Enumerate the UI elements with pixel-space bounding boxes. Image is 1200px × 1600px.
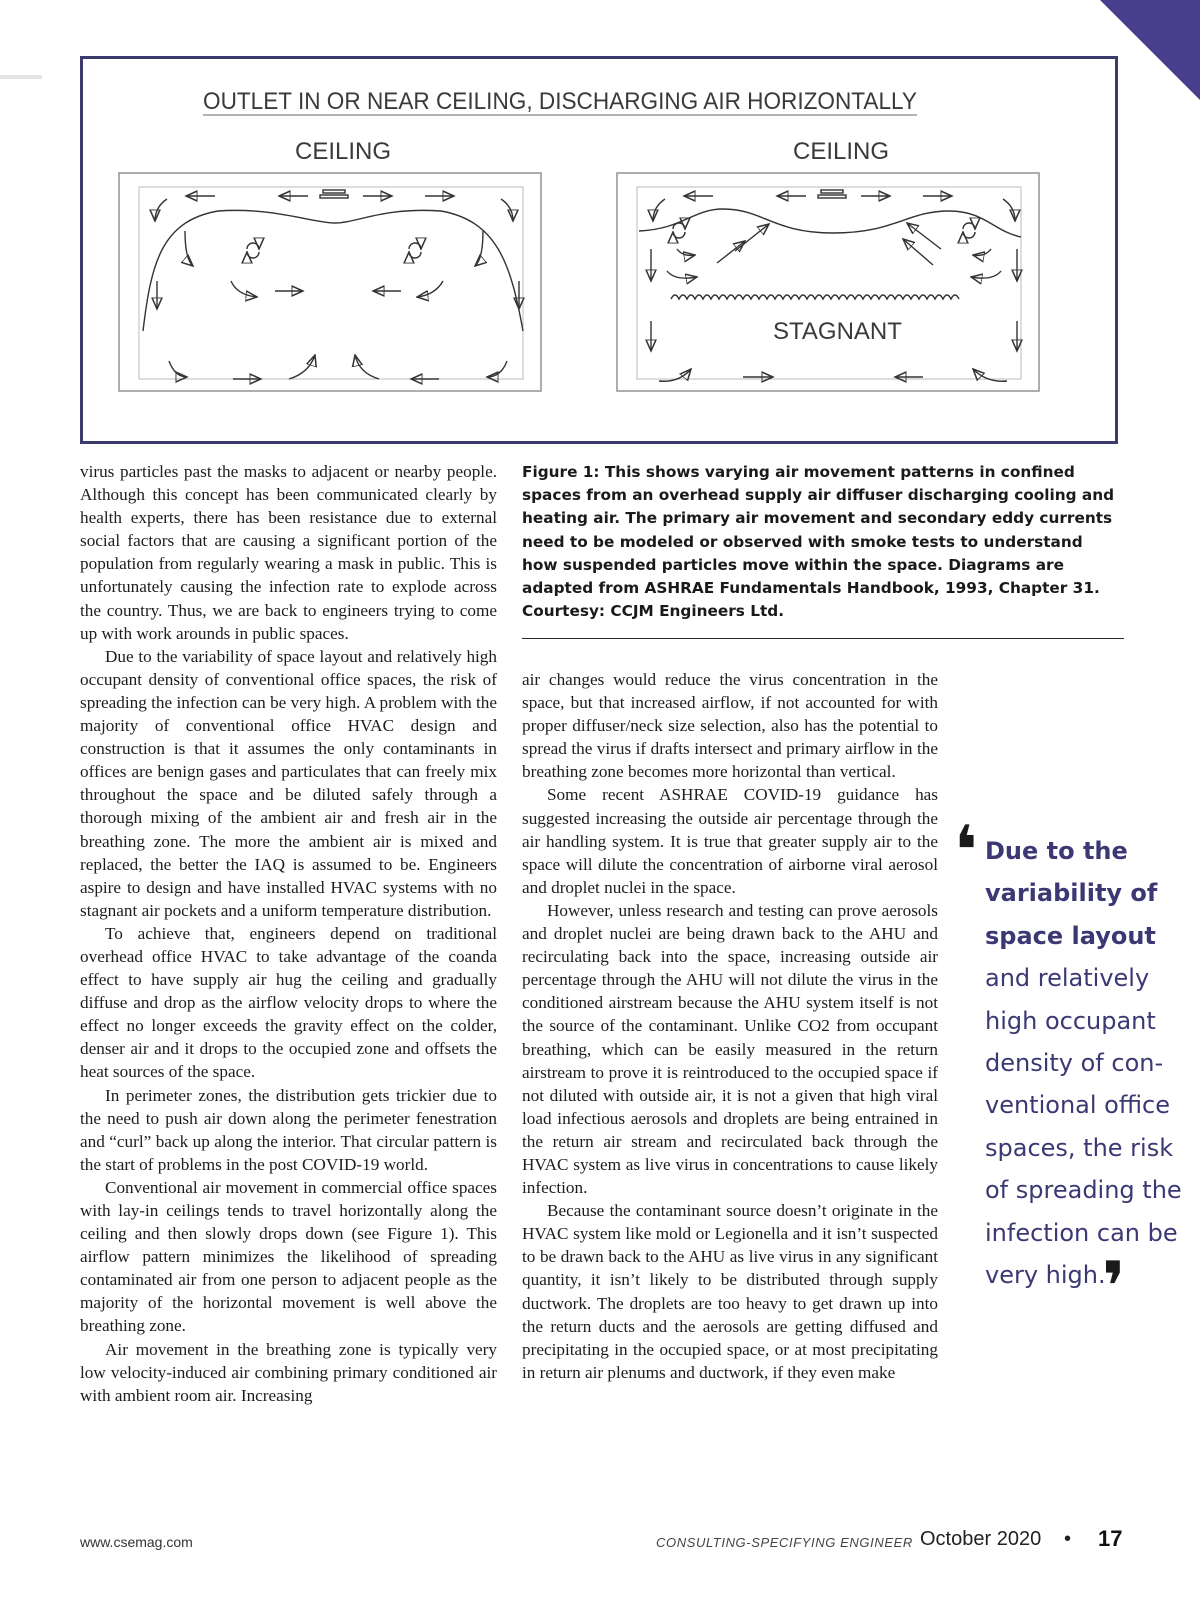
col1-paragraph: Due to the variability of space layout and relatively high occupant density of conventional office spaces, the risk of spreading the infection can be very high. A problem with the majority of conventional office HVAC design and construction is that it assumes the only contaminants in offices are benign gases and particulates that can freely mix throughout the space and be diluted safely through a thorough mixing of the ambient air and fresh air in the breathing zone. The more the ambient air is mixed and replaced, the better the IAQ is assumed to be. Engineers aspire to design and have installed HVAC systems with no stagnant air pockets and a uniform temperature distribution. [80, 646, 497, 920]
left-ceiling-label: CEILING [295, 138, 392, 165]
left-eddy-icon-2 [409, 243, 421, 258]
right-eddy-icon-2 [963, 223, 975, 238]
col1-paragraph: In perimeter zones, the distribution gets trickier due to the need to push air down along the perimeter fenestration and “curl” back up along the interior. That circular pattern is the start of problems in the post COVID-19 world. [80, 1085, 497, 1174]
open-quote-icon: ❛ [954, 812, 978, 891]
left-room-diagram [119, 173, 541, 391]
pull-quote-line: density of con- [985, 1049, 1164, 1078]
right-diffuser-icon [818, 190, 846, 198]
col2-paragraph: Some recent ASHRAE COVID-19 guidance has suggested increasing the outside air percentage through the air handling system. It is true that greater supply air to the space will dilute the concentration of airborne viral aerosol and droplet nuclei in the space. [522, 785, 938, 897]
figure-title: OUTLET IN OR NEAR CEILING, DISCHARGING AIR HORIZONTALLY [203, 88, 917, 115]
page-number: 17 [1098, 1526, 1123, 1551]
right-ceiling-label: CEILING [793, 138, 890, 165]
pull-quote-line: space layout [985, 921, 1156, 950]
figure-1-diagram [80, 56, 1118, 444]
pull-quote-line: of spreading the [985, 1176, 1182, 1205]
col1-paragraph: Air movement in the breathing zone is typically very low velocity-induced air combining primary conditioned air with ambient room air. Increasing [80, 1339, 497, 1405]
footer-magazine-name: CONSULTING-SPECIFYING ENGINEER [656, 1535, 913, 1550]
left-eddy-icon-1 [247, 243, 259, 258]
col2-paragraph: Because the contaminant source doesn’t originate in the HVAC system like mold or Legionella and it isn’t suspected to be drawn back to the AHU as live virus in any significant quantity, it isn’t likely to be distributed through supply ductwork. The droplets are too heavy to get drawn up into the return ducts and the aerosols are getting diffused and precipitating in the occupied space, or at most precipitating in return air plenums and ductwork, if they even make [522, 1201, 938, 1382]
pull-quote-line: ventional office [985, 1091, 1171, 1120]
col1-paragraph: virus particles past the masks to adjacent or nearby people. Although this concept has been communicated clearly by health experts, there has been resistance due to external social factors that are causing a significant portion of the population from regularly wearing a mask in public. This is unfortunately causing the infection rate to explode across the country. Thus, we are back to engineers trying to come up with work arounds in public spaces. [80, 462, 497, 643]
right-eddy-icon-1 [673, 223, 685, 238]
stagnant-label: STAGNANT [773, 318, 902, 345]
stagnant-wave-line [671, 295, 959, 299]
footer-date: October 2020 [920, 1528, 1042, 1550]
right-room-diagram [617, 173, 1039, 391]
figure-caption: Figure 1: This shows varying air movement patterns in confined spaces from an overhead supply air diffuser discharging cooling and heating air. The primary air movement and secondary eddy currents need to be modeled or observed with smoke tests to understand how suspended particles move within the space. Diagrams are adapted from ASHRAE Fundamentals Handbook, 1993, Chapter 31. Courtesy: CCJM Engineers Ltd. [522, 463, 1115, 621]
pull-quote-line: high occupant [985, 1006, 1156, 1035]
body-column-1 [80, 460, 497, 1407]
pull-quote-line: very high. [985, 1261, 1106, 1290]
col1-paragraph: Conventional air movement in commercial office spaces with lay-in ceilings tends to travel horizontally along the ceiling and then slowly drops down (see Figure 1). This airflow pattern minimizes the likelihood of spreading contaminated air from one person to adjacent people as the majority of the horizontal movement is well above the breathing zone. [80, 1177, 497, 1336]
pull-quote-line: variability of [985, 879, 1158, 908]
col1-paragraph: To achieve that, engineers depend on traditional overhead office HVAC to take advantage of the coanda effect to have supply air hug the ceiling and gradually diffuse and drop as the airflow velocity drops to where the effect no longer exceeds the gravity effect on the colder, denser air and it drops to the occupied zone and offsets the heat sources of the space. [80, 923, 497, 1082]
close-quote-icon: ❜ [1102, 1248, 1126, 1327]
footer-url[interactable]: www.csemag.com [80, 1534, 193, 1550]
col2-paragraph: air changes would reduce the virus concentration in the space, but that increased airflow, if not accounted for with proper diffuser/neck size selection, also has the potential to spread the virus if drafts intersect and primary airflow in the breathing zone becomes more horizontal than vertical. [522, 670, 938, 782]
body-column-2 [522, 668, 938, 1384]
pull-quote-line: infection can be [985, 1218, 1178, 1247]
footer-bullet: • [1064, 1528, 1072, 1550]
left-diffuser-icon [320, 190, 348, 198]
airflow-diagram-svg [83, 59, 1115, 441]
pull-quote-line: Due to the [985, 837, 1128, 865]
caption-divider [522, 638, 1124, 639]
col2-paragraph: However, unless research and testing can prove aerosols and droplet nuclei are being drawn back to the AHU and recirculating back into the space, increasing outside air percentage through the AHU will not dilute the virus in the conditioned airstream because the AHU system itself is not the source of the contaminant. Unlike CO2 from occupant breathing, which can be easily measured in the return airstream to prove it is reintroduced to the occupied space if not diluted with outside air, it is not a given that high viral load infectious aerosols and droplets are being entrained in the return air stream and recirculated back through the HVAC system as live virus in concentrations to cause likely infection. [522, 900, 938, 1198]
pull-quote [985, 830, 1195, 1296]
edge-mark [0, 75, 42, 79]
pull-quote-line: spaces, the risk [985, 1133, 1174, 1162]
pull-quote-line: and relatively [985, 964, 1150, 993]
